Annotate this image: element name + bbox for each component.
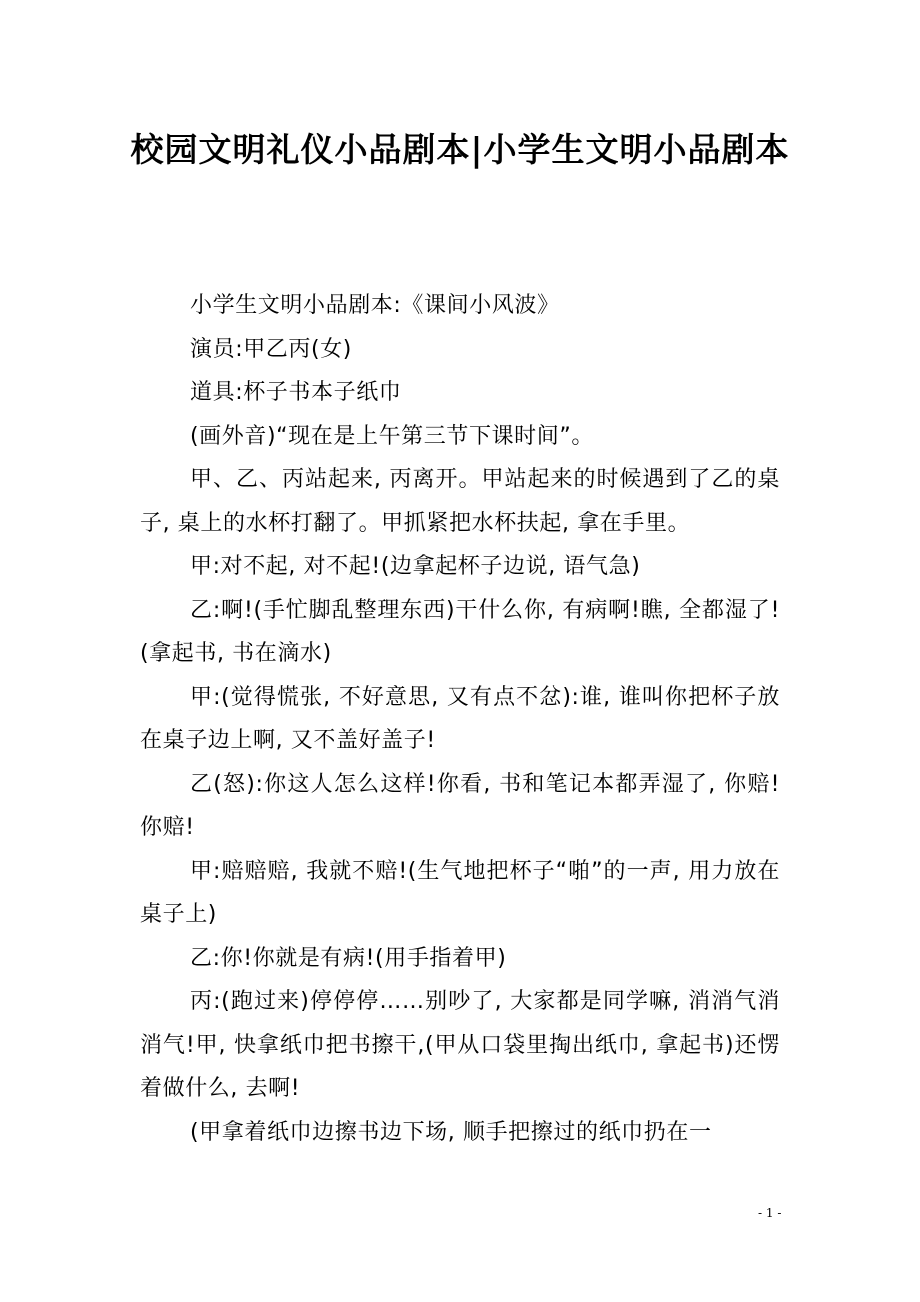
paragraph-dialogue: 乙(怒):你这人怎么这样!你看, 书和笔记本都弄湿了, 你赔!你赔! (140, 771, 780, 840)
paragraph-dialogue: 乙:你!你就是有病!(用手指着甲) (190, 945, 507, 971)
paragraph-stage-direction: 甲、乙、丙站起来, 丙离开。甲站起来的时候遇到了乙的桌子, 桌上的水杯打翻了。甲抓紧把水杯扶起, 拿在手里。 (140, 467, 780, 536)
paragraph-voiceover: (画外音)“现在是上午第三节下课时间”。 (190, 423, 594, 449)
page-number: - 1 - (758, 1206, 782, 1220)
paragraph-dialogue: 丙:(跑过来)停停停……别吵了, 大家都是同学嘛, 消消气消消气!甲, 快拿纸巾把书擦干,(甲从口袋里掏出纸巾, 拿起书)还愣着做什么, 去啊! (140, 989, 780, 1101)
document-title: 校园文明礼仪小品剧本|小学生文明小品剧本 (130, 130, 790, 169)
paragraph-dialogue: 甲:对不起, 对不起!(边拿起杯子边说, 语气急) (190, 554, 641, 579)
paragraph-script-name: 小学生文明小品剧本:《课间小风波》 (190, 293, 560, 318)
paragraph-cast: 演员:甲乙丙(女) (190, 336, 352, 362)
document-body (140, 284, 780, 1154)
paragraph-dialogue: 甲:赔赔赔, 我就不赔!(生气地把杯子“啪”的一声, 用力放在桌子上) (140, 858, 780, 927)
paragraph-dialogue: 乙:啊!(手忙脚乱整理东西)干什么你, 有病啊!瞧, 全都湿了!(拿起书, 书在滴水) (140, 597, 780, 666)
paragraph-props: 道具:杯子书本子纸巾 (190, 380, 402, 405)
paragraph-dialogue: 甲:(觉得慌张, 不好意思, 又有点不忿):谁, 谁叫你把杯子放在桌子边上啊, 又不盖好盖子! (140, 684, 780, 753)
paragraph-stage-direction: (甲拿着纸巾边擦书边下场, 顺手把擦过的纸巾扔在一 (190, 1119, 712, 1145)
